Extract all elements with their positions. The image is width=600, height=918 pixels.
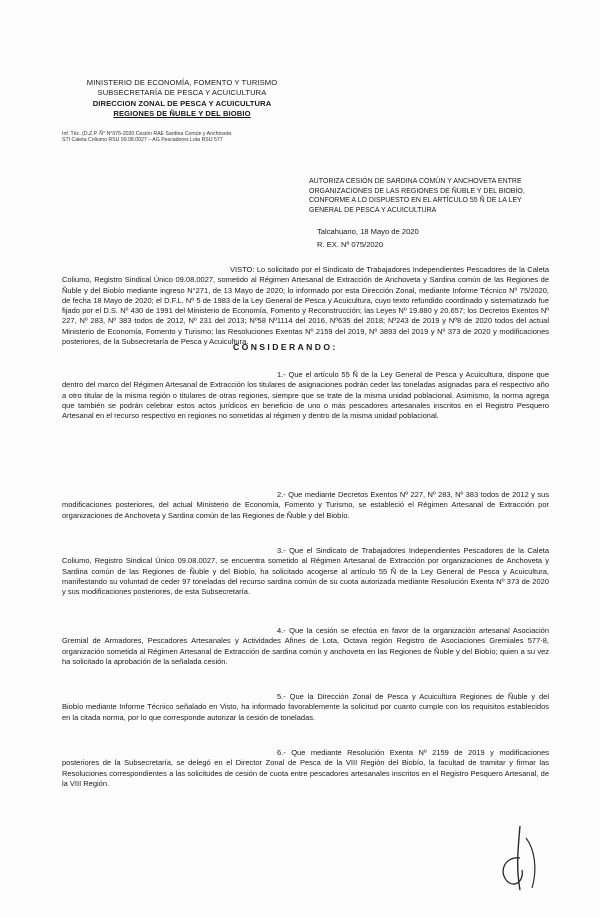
letterhead xyxy=(62,78,302,120)
subsecretariat-line: SUBSECRETARÍA DE PESCA Y ACUICULTURA xyxy=(97,88,267,98)
visto-text: VISTO: Lo solicitado por el Sindicato de Trabajadores Independientes Pescadores de la Caleta Coliumo, Registro Sindical Único 09.08.0027, sometido al Régimen Artesanal de Extracción de Anchoveta y Sardina común de las Regiones de Ñuble y del Biobío mediante ingreso N°271, de 13 Mayo de 2020; lo informado por esta Dirección Zonal, mediante Informe Técnico Nº 75/2020, de fecha 18 Mayo de 2020; el D.F.L. Nº 5 de 1983 de la Ley General de Pesca y Acuicultura, cuyo texto refundido coordinado y sistematizado fue fijado por el D.S. Nº 430 de 1991 del Ministerio de Economía, Fomento y Reconstrucción; las Leyes Nº 19.880 y 20.657; los Decretos Exentos Nº 227, Nº 283, Nº 383 todos de 2012, Nº 231 del 2013; Nº58 Nº1114 del 2016, Nº635 del 2018; Nº243 de 2019 y Nº8 de 2020 todos del actual Ministerio de Economía, Fomento y Turismo; las Resoluciones Exentas Nº 2159 del 2019, Nº 3893 del 2019 y Nº 373 de 2020 y modificaciones posteriores, de la Subsecretaría de Pesca y Acuicultura. xyxy=(62,265,549,347)
date-line: Talcahuano, 18 Mayo de 2020 xyxy=(317,227,419,236)
considerando-3 xyxy=(62,546,549,597)
regions-line: REGIONES DE ÑUBLE Y DEL BIOBIO xyxy=(113,109,251,119)
considerando-1-text: 1.- Que el artículo 55 Ñ de la Ley General de Pesca y Acuicultura, dispone que dentro del marco del Régimen Artesanal de Extracción los titulares de asignaciones podrán ceder las toneladas asignadas para el respectivo año a otro titular de la misma región o titulares de otras regiones, siempre que se trate de la misma unidad poblacional. Asimismo, la norma agrega que también se podrán celebrar estos actos jurídicos en beneficio de uno o más pescadores artesanales inscritos en el Registro Pesquero Artesanal en el recurso respectivo en regiones no sometidas al régimen y dentro de la misma unidad poblacional. xyxy=(62,370,549,421)
reference-line-2: STI Caleta Coliumo RSU 09.08.0027 – AG Pescadores Lota RSU 577 xyxy=(62,137,223,144)
considerando-2 xyxy=(62,490,549,521)
considerando-6 xyxy=(62,748,549,789)
ministry-line: MINISTERIO DE ECONOMÍA, FOMENTO Y TURISMO xyxy=(86,78,278,87)
considerando-5-text: 5.- Que la Dirección Zonal de Pesca y Acuicultura Regiones de Ñuble y del Biobío mediante Informe Técnico señalado en Visto, ha informado favorablemente la solicitud por cuanto cumple con los requisitos establecidos en la citada norma, por lo que corresponde autorizar la cesión de toneladas. xyxy=(62,692,549,722)
reference-note xyxy=(62,131,231,144)
resolution-number: R. EX. Nº 075/2020 xyxy=(317,240,384,249)
directorate-line: DIRECCION ZONAL DE PESCA Y ACUICULTURA xyxy=(92,98,272,108)
considerando-5 xyxy=(62,692,549,723)
considerando-2-text: 2.- Que mediante Decretos Exentos Nº 227, Nº 283, Nº 383 todos de 2012 y sus modificaciones posteriores, del actual Ministerio de Economía, Fomento y Turismo, se estableció el Régimen Artesanal de Extracción por organizaciones de Anchoveta y Sardina común de las Regiones de Ñuble y del Biobío. xyxy=(62,490,549,520)
considerando-4 xyxy=(62,626,549,667)
considerando-6-text: 6.- Que mediante Resolución Exenta Nº 2159 de 2019 y modificaciones posteriores de la Subsecretaría, se delegó en el Director Zonal de Pesca de la VIII Región del Biobío, la facultad de tramitar y firmar las Resoluciones correspondientes a las solicitudes de cesión de cuota entre pescadores artesanales inscritos en el Registro Pesquero Artesanal, de la VIII Región. xyxy=(62,748,549,788)
resolution-subject: AUTORIZA CESIÓN DE SARDINA COMÚN Y ANCHOVETA ENTRE ORGANIZACIONES DE LAS REGIONES DE ÑUBLE Y DEL BIOBÍO, CONFORME A LO DISPUESTO EN EL ARTÍCULO 55 Ñ DE LA LEY GENERAL DE PESCA Y ACUICULTURA xyxy=(309,178,525,214)
considerando-1 xyxy=(62,370,549,421)
considerando-3-text: 3.- Que el Sindicato de Trabajadores Independientes Pescadores de la Caleta Coliumo, Registro Sindical Único 09.08.0027, se encuentra sometido al Régimen Artesanal de Extracción por organizaciones de Anchoveta y Sardina común de las Regiones de Ñuble y del Biobío, ha solicitado acogerse al artículo 55 Ñ de la Ley General de Pesca y Acuicultura, manifestando su voluntad de ceder 97 toneladas del recurso sardina común de su cuota autorizada mediante Resolución Exenta Nº 373 de 2020 y sus modificaciones posteriores, de esta Subsecretaría. xyxy=(62,546,549,597)
visto-paragraph xyxy=(62,265,549,347)
considerando-heading: CONSIDERANDO: xyxy=(233,342,338,352)
handwritten-initials-signature xyxy=(490,818,560,898)
considerando-4-text: 4.- Que la cesión se efectúa en favor de la organización artesanal Asociación Gremial de Armadores, Pescadores Artesanales y Actividades Afines de Lota, Octava región Registro de Asociaciones Gremiales 577-8, organización sometida al Régimen Artesanal de Extracción de sardina común y anchoveta en las Regiones de Ñuble y del Biobío; quien a su vez ha solicitado la aprobación de la señalada cesión. xyxy=(62,626,549,666)
reference-line-1: Inf. Téc. (D.Z.P. Ñ° N°075-2020 Cesión RAE Sardina Común y Anchoveta xyxy=(62,131,232,137)
